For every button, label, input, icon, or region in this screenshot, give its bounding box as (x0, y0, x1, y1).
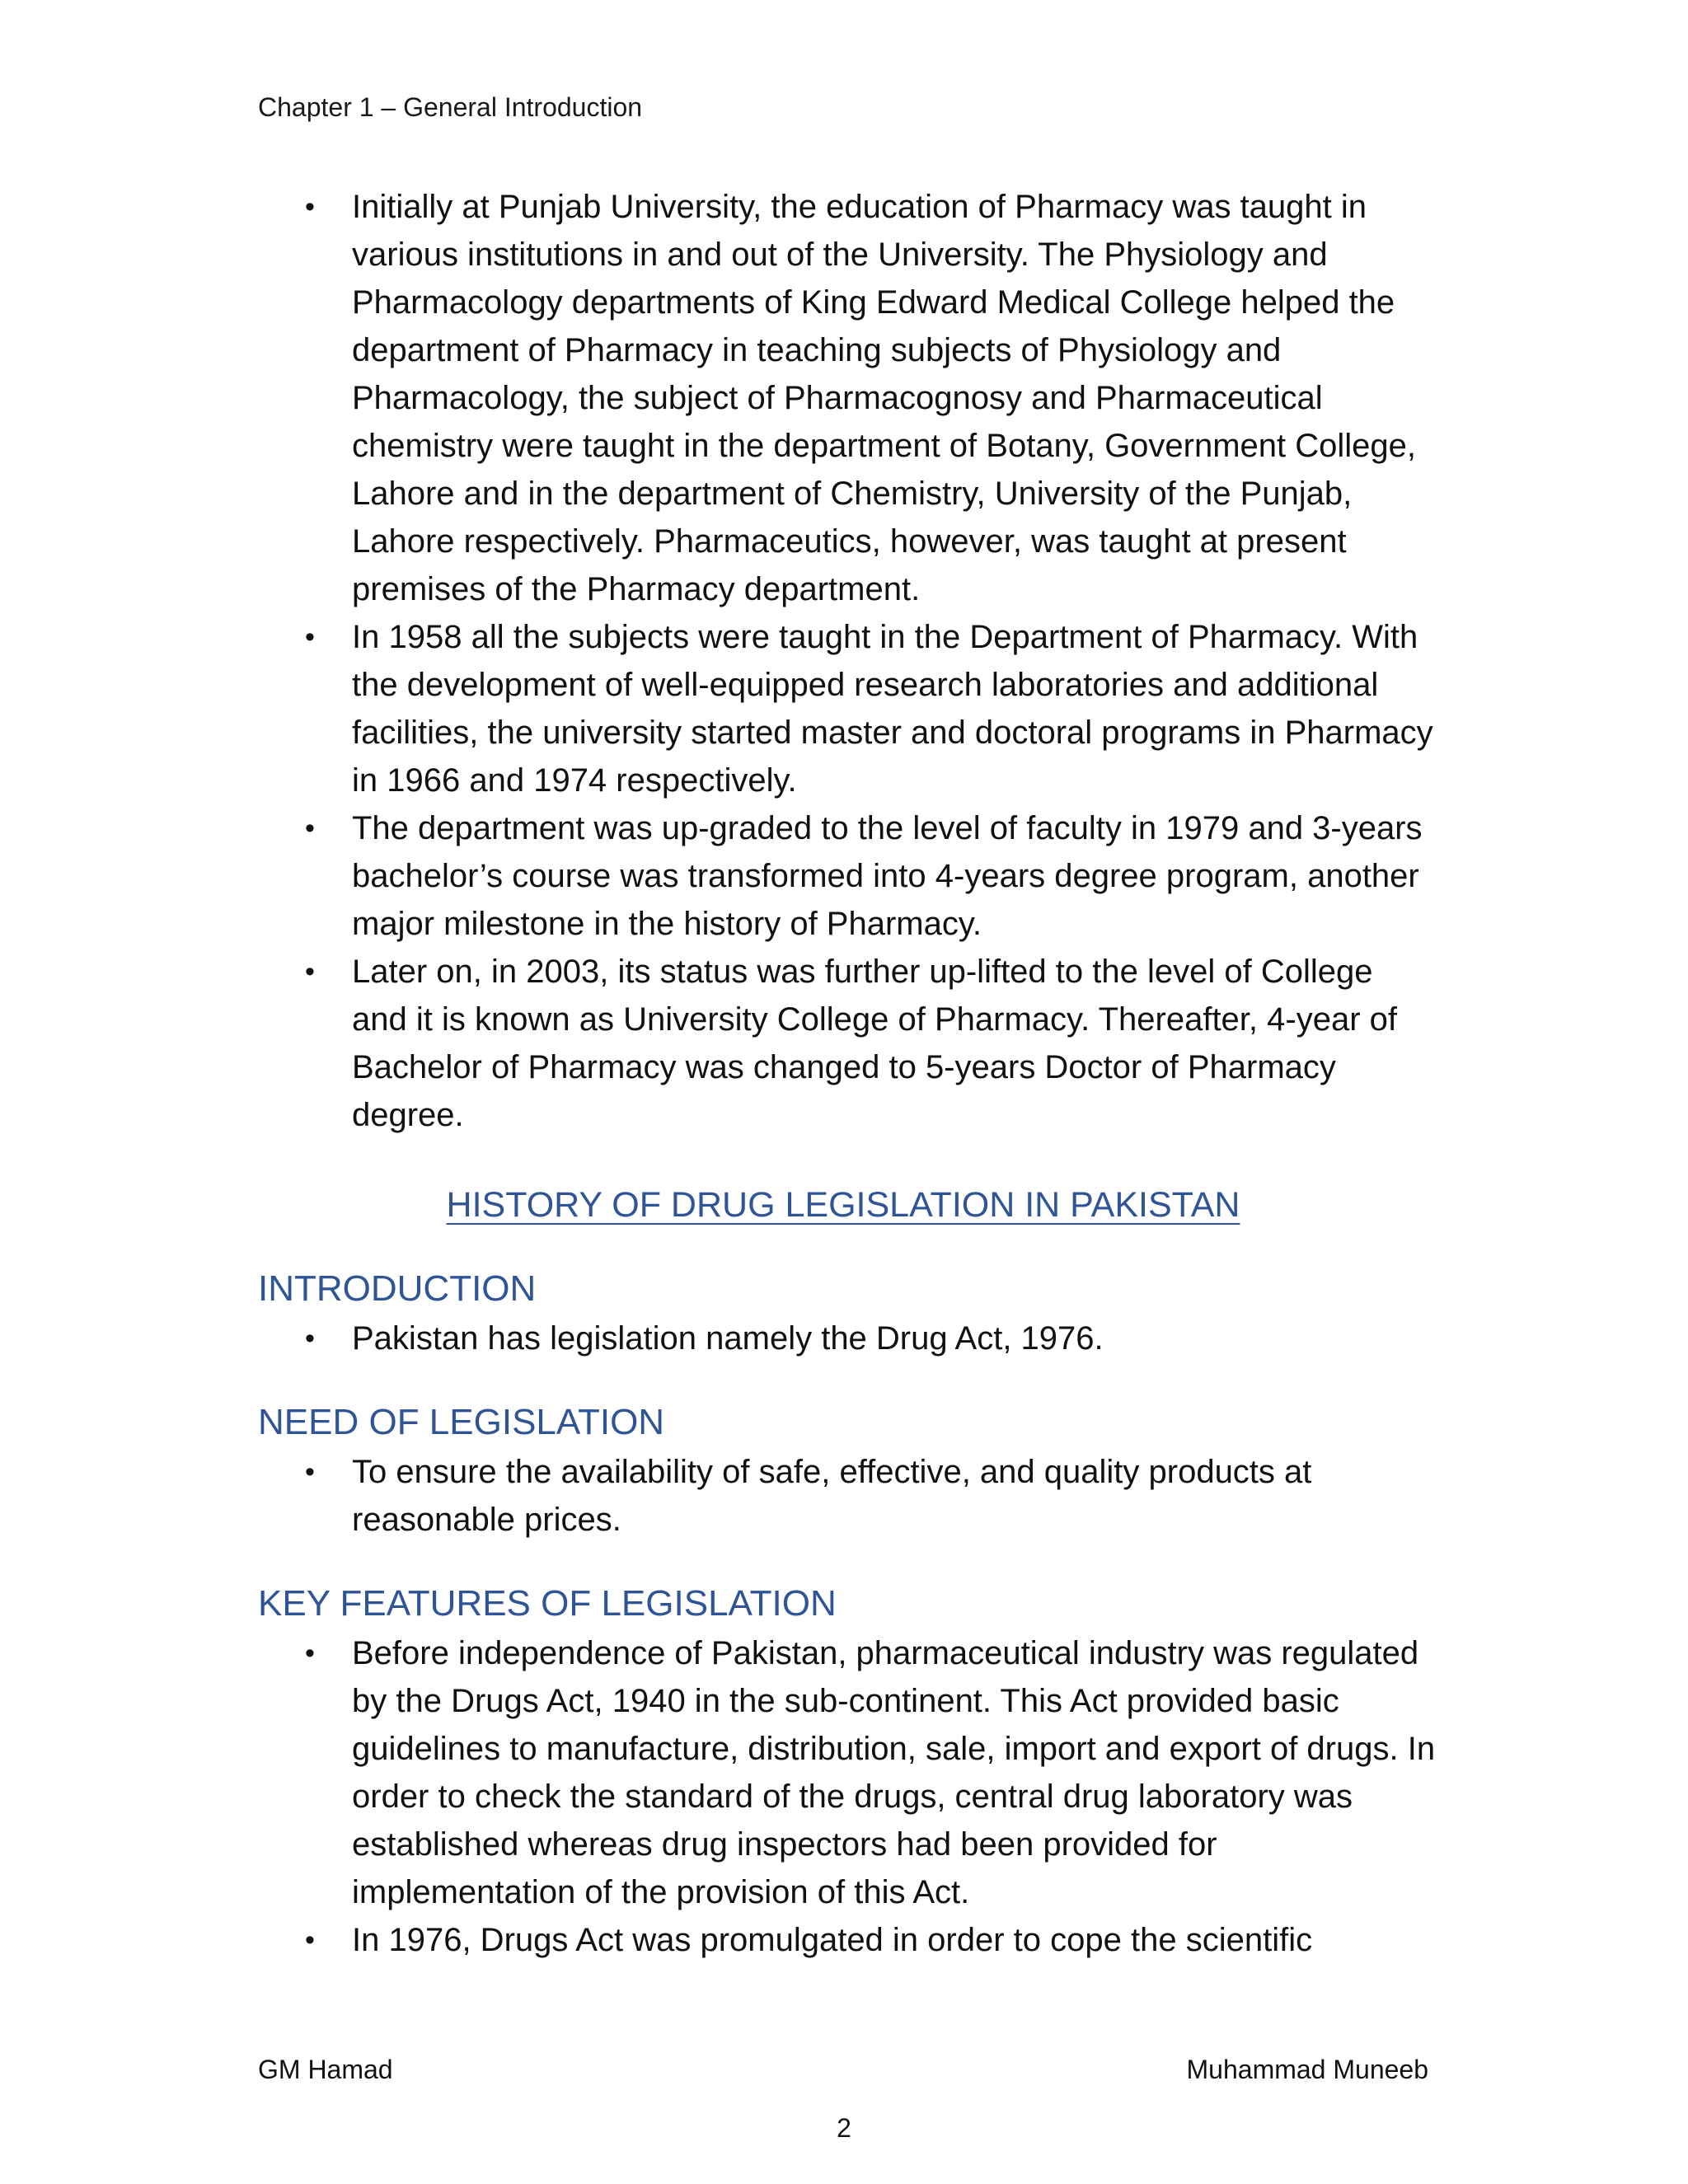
bullet-icon: • (305, 1638, 315, 1669)
section-heading-key-features: KEY FEATURES OF LEGISLATION (258, 1583, 837, 1624)
page-number: 2 (837, 2113, 851, 2143)
bullet-icon: • (305, 191, 315, 223)
section-heading-need: NEED OF LEGISLATION (258, 1402, 665, 1442)
bullet-icon: • (305, 621, 315, 653)
list-item-text: Initially at Punjab University, the education of Pharmacy was taught in various institutions in and out of the University. The Physiology and Pharmacology departments of King Edward Medical College helped the department of Pharmacy in teaching subjects of Physiology and Pharmacology, the subject of Pharmacognosy and Pharmaceutical chemistry were taught in the department of Botany, Government College, Lahore and in the department of Chemistry, University of the Punjab, Lahore respectively. Pharmaceutics, however, was taught at present premises of the Pharmacy department. (352, 189, 1417, 607)
bullet-icon: • (305, 1924, 315, 1956)
page-body (258, 183, 1437, 1964)
list-item-text: Later on, in 2003, its status was further up-lifted to the level of College and it is known as University College of Pharmacy. Thereafter, 4-year of Bachelor of Pharmacy was changed to 5-years Doctor of Pharmacy degree. (352, 954, 1397, 1133)
footer-author-left: GM Hamad (258, 2055, 393, 2084)
list-item-text: Before independence of Pakistan, pharmaceutical industry was regulated by the Drugs Act, 1940 in the sub-continent. This Act provided basic guidelines to manufacture, distribution, sale, import and export of drugs. In order to check the standard of the drugs, central drug laboratory was established whereas drug inspectors had been provided for implementation of the provision of this Act. (352, 1635, 1436, 1910)
list-item (258, 804, 1437, 948)
list-item (258, 1916, 1437, 1964)
main-heading: HISTORY OF DRUG LEGISLATION IN PAKISTAN (446, 1185, 1240, 1225)
list-item-text: Pakistan has legislation namely the Drug Act, 1976. (352, 1320, 1104, 1357)
list-item-text: In 1958 all the subjects were taught in the Department of Pharmacy. With the development of well-equipped research laboratories and additional facilities, the university started master and doctoral programs in Pharmacy in 1966 and 1974 respectively. (352, 619, 1433, 799)
running-header: Chapter 1 – General Introduction (258, 92, 643, 122)
need-bullet-list (258, 1448, 1437, 1544)
history-bullet-list (258, 183, 1437, 1139)
list-item-text: In 1976, Drugs Act was promulgated in order to cope the scientific (352, 1922, 1313, 1958)
list-item-text: The department was up-graded to the level of faculty in 1979 and 3-years bachelor’s course was transformed into 4-years degree program, another major milestone in the history of Pharmacy. (352, 810, 1423, 942)
bullet-icon: • (305, 813, 315, 844)
list-item (258, 1629, 1437, 1916)
section-heading-introduction: INTRODUCTION (258, 1268, 537, 1309)
bullet-icon: • (305, 1323, 315, 1354)
footer-author-right: Muhammad Muneeb (1186, 2055, 1428, 2084)
list-item-text: To ensure the availability of safe, effective, and quality products at reasonable prices. (352, 1454, 1312, 1538)
bullet-icon: • (305, 1456, 315, 1488)
introduction-bullet-list (258, 1315, 1437, 1362)
key-features-bullet-list (258, 1629, 1437, 1964)
list-item (258, 948, 1437, 1139)
list-item (258, 183, 1437, 613)
list-item (258, 1315, 1437, 1362)
bullet-icon: • (305, 956, 315, 987)
list-item (258, 1448, 1437, 1544)
list-item (258, 613, 1437, 804)
